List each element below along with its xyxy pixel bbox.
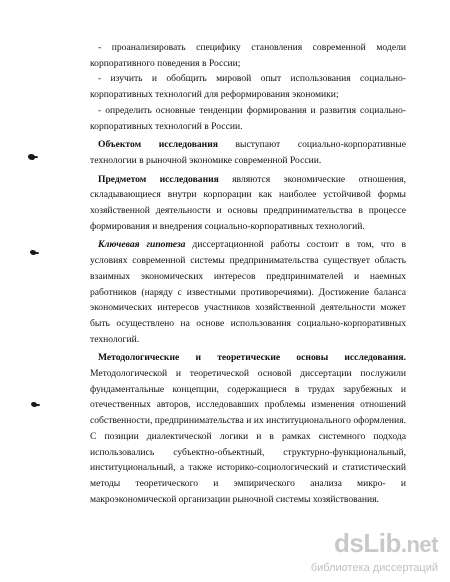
scan-blot-3	[31, 402, 37, 407]
paragraph-methodology	[90, 350, 406, 507]
scan-blot-1	[28, 154, 35, 160]
watermark	[308, 528, 438, 574]
methodology-text: Методологической и теоретической основой диссертации послужили фундаментальные концепции, содержащиеся в трудах зарубежных и отечественных авторов, исследовавших проблемы изменения отношений собственности, предпринимательства и их институционального оформления. С позиции диалектической логики и в рамках системного подхода использовались субъектно-объектный, структурно-функциональный, институциональный, а также историко-социологический и статистический методы теоретического и эмпирического анализа микро- и макроэкономической организации рыночной системы хозяйствования.	[90, 368, 406, 505]
paragraph-hypothesis	[90, 237, 406, 347]
paragraph-task-2: - изучить и обобщить мировой опыт использования социально-корпоративных технологий для реформирования экономики;	[90, 73, 406, 101]
paragraph-object	[90, 137, 406, 168]
methodology-heading: Методологические и теоретические основы исследования.	[98, 352, 406, 364]
body-text	[90, 40, 406, 507]
object-text: выступают социально-корпоративные технологии в рыночной экономике современной России.	[90, 139, 406, 166]
paragraph-task-1: - проанализировать специфику становления современной модели корпоративного поведения в России;	[90, 42, 406, 69]
subject-text: являются экономические отношения, складывающиеся внутри корпорации как наиболее устойчивой формы хозяйственной деятельности и основы предпринимательства в процессе формирования и внедрения социально-корпоративных технологий.	[90, 173, 406, 232]
paragraph-task-3: - определить основные тенденции формирования и развития социально-корпоративных технологий в России.	[90, 104, 406, 132]
subject-heading: Предметом исследования	[98, 173, 219, 185]
hypothesis-heading: Ключевая гипотеза	[98, 239, 186, 251]
hypothesis-text: диссертационной работы состоит в том, что в условиях современной системы предпринимательства существует область взаимных экономических интересов предпринимателей и наемных работников (наряду с известными противоречиями). Достижение баланса экономических интересов участников хозяйственной деятельности может быть осуществлено на основе использования социально-корпоративных технологий.	[90, 239, 406, 345]
scan-blot-2	[30, 250, 36, 255]
watermark-caption: библиотека диссертаций	[310, 562, 438, 574]
watermark-logo: dsLib.net	[334, 528, 438, 558]
paragraph-subject	[90, 172, 406, 235]
object-heading: Объектом исследования	[98, 139, 218, 151]
